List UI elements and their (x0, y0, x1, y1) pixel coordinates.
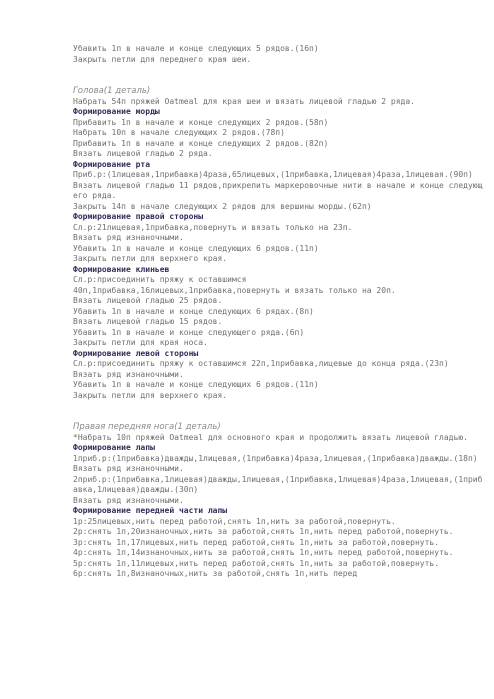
text-line: Приб.р:(1лицевая,1прибавка)4раза,65лицевых,(1прибавка,1лицевая)4раза,1лицевая.(90п) (73, 170, 473, 179)
text-line: Закрыть 14п в начале следующих 2 рядов для вершины морды.(62п) (73, 201, 372, 211)
text-line: Вязать ряд изнаночными. (73, 464, 184, 473)
text-line: 3р:снять 1п,17лицевых,нить перед работой,снять 1п,нить за работой,повернуть. (73, 537, 440, 547)
text-line: Вязать ряд изнаночными. (73, 233, 184, 242)
text-line: 4р:снять 1п,14изнаночных,нить за работой,снять 1п,нить перед работой,повернуть. (73, 548, 454, 557)
part-title: Голова(1 деталь) (73, 86, 151, 96)
text-line: Вязать лицевой гладью 2 ряда. (73, 149, 213, 158)
part-title: Правая передняя нога(1 деталь) (73, 422, 221, 432)
text-line: Сл.р:присоединить пряжу к оставшимся (73, 275, 247, 284)
text-line: Закрыть петли для края носа. (73, 338, 208, 347)
text-line: Закрыть петли для переднего края шеи. (73, 54, 252, 64)
text-line: Закрыть петли для верхнего края. (73, 254, 228, 263)
text-line: 5р:снять 1п,11лицевых,нить перед работой,снять 1п,нить за работой,повернуть. (73, 558, 440, 568)
text-line: Убавить 1п в начале и конце следующих 5 рядов.(16п) (73, 44, 319, 53)
text-line: 6р:снять 1п,8изнаночных,нить за работой,снять 1п,нить перед (73, 569, 358, 578)
section-heading: Формирование рта (73, 159, 151, 169)
text-line: Набрать 54п пряжей Oatmeal для края шеи и вязать лицевой гладью 2 ряда. (73, 96, 415, 106)
text-line: Вязать лицевой гладью 25 рядов. (73, 296, 223, 305)
text-line: Вязать ряд изнаночными. (73, 369, 184, 379)
text-line: Вязать ряд изнаночными. (73, 495, 184, 505)
text-line: 1приб.р:(1прибавка)дважды,1лицевая,(1прибавка)4раза,1лицевая,(1прибавка)дважды.(18п) (73, 453, 478, 463)
text-line: Вязать лицевой гладью 11 рядов,прикрепить маркеровочные нити в начале и конце следующего ряда. (73, 180, 483, 200)
section-heading: Формирование левой стороны (73, 348, 199, 358)
text-line: Сл.р:21лицевая,1прибавка,повернуть и вязать только на 23п. (73, 222, 353, 232)
section-heading: Формирование лапы (73, 443, 155, 452)
text-line: Сл.р:присоединить пряжу к оставшимся 22п,1прибавка,лицевые до конца ряда.(23п) (73, 359, 449, 368)
section-heading: Формирование передней части лапы (73, 506, 228, 515)
section-heading: Формирование клиньев (73, 264, 170, 274)
document-page (73, 44, 483, 580)
text-line: Прибавить 1п в начале и конце следующих 2 рядов.(58п) (73, 117, 329, 127)
blank-line (73, 412, 483, 423)
section-heading: Формирование правой стороны (73, 212, 204, 221)
text-line: 2р:снять 1п,20изнаночных,нить за работой,снять 1п,нить перед работой,повернуть. (73, 527, 454, 536)
text-line: Убавить 1п в начале и конце следующего ряда.(6п) (73, 327, 305, 337)
text-line: Убавить 1п в начале и конце следующих 6 рядов.(11п) (73, 243, 319, 253)
text-line: Набрать 10п в начале следующих 2 рядов.(78п) (73, 128, 285, 137)
text-line: *Набрать 10п пряжей Oatmeal для основного края и продолжить вязать лицевой гладью. (73, 432, 468, 442)
blank-line (73, 76, 483, 87)
blank-line (73, 401, 483, 412)
text-line: Убавить 1п в начале и конце следующих 6 рядах.(8п) (73, 306, 314, 316)
text-line: Прибавить 1п в начале и конце следующих 2 рядов.(82п) (73, 138, 329, 148)
text-line: 1р:25лицевых,нить перед работой,снять 1п,нить за работой,повернуть. (73, 516, 396, 526)
section-heading: Формирование морды (73, 107, 160, 116)
text-line: 40п,1прибавка,16лицевых,1прибавка,повернуть и вязать только на 20п. (73, 285, 396, 295)
text-line: Убавить 1п в начале и конце следующих 6 рядов.(11п) (73, 380, 319, 389)
text-line: Вязать лицевой гладью 15 рядов. (73, 317, 223, 326)
text-line: Закрыть петли для верхнего края. (73, 390, 228, 400)
text-line: 2приб.р:(1прибавка,1лицевая)дважды,1лицевая,(1прибавка,1лицевая)4раза,1лицевая,(1прибавка,1лицевая)дважды.(30п) (73, 474, 483, 494)
blank-line (73, 65, 483, 76)
